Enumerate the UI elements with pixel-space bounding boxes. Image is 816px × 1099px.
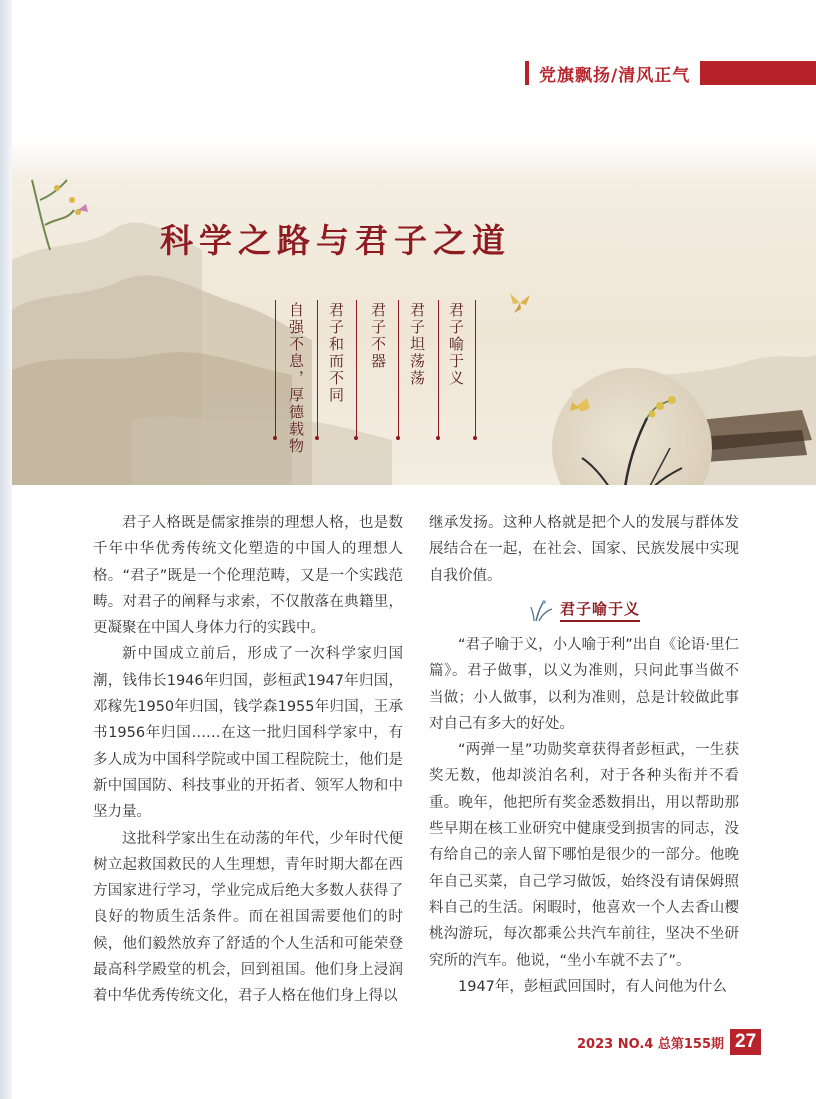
paragraph-continuation: 继承发扬。这种人格就是把个人的发展与群体发展结合在一起，在社会、国家、民族发展中实现自我价值。 [429,515,739,584]
virtue-divider-dot [396,436,400,440]
virtue-column-5: 自强不息，厚德载物 [287,302,305,455]
virtue-column-4: 君子和而不同 [327,302,345,404]
page-edge-decoration [0,0,12,1099]
issue-label: 2023 NO.4 总第155期 [577,1036,724,1052]
page-number: 27 [730,1029,761,1055]
virtue-column-1: 君子喻于义 [447,302,465,387]
header-accent-bar [525,61,529,85]
paragraph: 新中国成立前后，形成了一次科学家归国潮，钱伟长1946年归国，彭桓武1947年归国，邓稼先1950年归国，钱学森1955年归国，王承书1956年归国……在这一批归国科学家中，有多人成为中国科学院或中国工程院院士，他们是新中国国防、科技事业的开拓者、领军人物和中坚力量。 [93,646,403,821]
virtue-divider-line [356,300,357,440]
header-red-band [700,61,816,85]
article-title: 科学之路与君子之道 [160,221,511,260]
paragraph: “两弹一星”功勋奖章获得者彭桓武，一生获奖无数，他却淡泊名利，对于各种头衔并不看重。晚年，他把所有奖金悉数捐出，用以帮助那些早期在核工业研究中健康受到损害的同志，没有给自己的亲人留下哪怕是很少的一部分。他晚年自己买菜，自己学习做饭，始终没有请保姆照料自己的生活。闲暇时，他喜欢一个人去香山樱桃沟游玩，每次都乘公共汽车前往，坚决不坐研究所的汽车。他说，“坐小车就不去了”。 [429,742,739,969]
virtue-divider-line [438,300,439,440]
virtue-divider-dot [354,436,358,440]
paragraph: 君子人格既是儒家推崇的理想人格，也是数千年中华优秀传统文化塑造的中国人的理想人格。“君子”既是一个伦理范畴，又是一个实践范畴。对君子的阐释与求索，不仅散落在典籍里，更凝聚在中国人身体力行的实践中。 [93,515,403,637]
section-header [525,60,816,86]
left-text-column [93,510,403,1010]
orchid-sprig-icon [530,597,556,623]
right-text-column-top [429,510,739,589]
virtue-divider-line [317,300,318,440]
right-text-column-bottom [429,632,739,1000]
virtue-divider-line [398,300,399,440]
virtue-column-2: 君子坦荡荡 [408,302,426,387]
virtue-divider-line [275,300,276,440]
section-heading [530,596,670,624]
virtue-divider-dot [315,436,319,440]
paragraph: 1947年，彭桓武回国时，有人问他为什么 [458,978,727,995]
virtue-divider-dot [273,436,277,440]
virtue-divider-dot [436,436,440,440]
virtue-divider-dot [473,436,477,440]
virtue-column-3: 君子不器 [369,302,387,370]
paragraph: 这批科学家出生在动荡的年代，少年时代便树立起救国救民的人生理想，青年时期大都在西方国家进行学习，学业完成后绝大多数人获得了良好的物质生活条件。而在祖国需要他们的时候，他们毅然放弃了舒适的个人生活和可能荣登最高科学殿堂的机会，回到祖国。他们身上浸润着中华优秀传统文化，君子人格在他们身上得以 [93,830,403,1005]
page-footer [577,1028,761,1056]
butterfly-icon [507,290,533,316]
section-heading-label: 君子喻于义 [560,598,640,622]
paragraph: “君子喻于义，小人喻于利”出自《论语·里仁篇》。君子做事，以义为准则，只问此事当做不当做；小人做事，以利为准则，总是计较做此事对自己有多大的好处。 [429,637,739,732]
header-section-label: 党旗飘扬/清风正气 [539,65,691,86]
virtue-divider-line [475,300,476,440]
